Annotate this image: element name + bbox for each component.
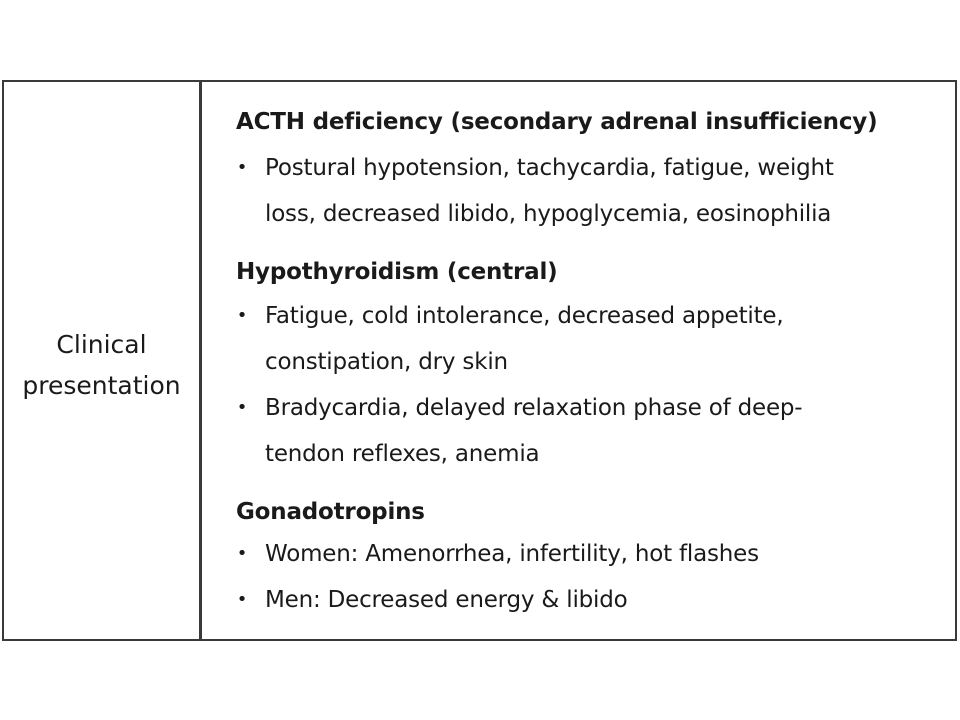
bullet-text-line: tendon reflexes, anemia	[265, 441, 540, 467]
section-acth-deficiency	[236, 106, 945, 237]
section-heading: Hypothyroidism (central)	[236, 259, 558, 285]
bullet-text-line: Fatigue, cold intolerance, decreased appetite,	[265, 303, 784, 329]
bullet-text-line: Men: Decreased energy & libido	[265, 587, 628, 613]
bullet-icon: •	[236, 157, 248, 178]
bullet-text-line: Postural hypotension, tachycardia, fatigue, weight	[265, 155, 834, 181]
bullet-icon: •	[236, 305, 248, 326]
bullet-list	[236, 531, 945, 623]
bullet-text-line: loss, decreased libido, hypoglycemia, eosinophilia	[265, 201, 832, 227]
bullet-text-line: constipation, dry skin	[265, 349, 508, 375]
section-hypothyroidism	[236, 256, 945, 477]
bullet-text-line: Bradycardia, delayed relaxation phase of deep-	[265, 395, 803, 421]
content-cell	[202, 82, 955, 639]
list-item	[236, 145, 945, 237]
bullet-icon: •	[236, 397, 248, 418]
section-heading: ACTH deficiency (secondary adrenal insufficiency)	[236, 109, 878, 135]
clinical-table	[2, 80, 957, 641]
row-label-cell	[4, 82, 202, 639]
bullet-list	[236, 145, 945, 237]
bullet-icon: •	[236, 589, 248, 610]
list-item	[236, 293, 945, 385]
list-item	[236, 531, 945, 577]
row-label: Clinical presentation	[22, 329, 181, 400]
list-item	[236, 385, 945, 477]
section-gonadotropins	[236, 496, 945, 623]
bullet-icon: •	[236, 543, 248, 564]
bullet-list	[236, 293, 945, 477]
bullet-text-line: Women: Amenorrhea, infertility, hot flashes	[265, 541, 759, 567]
list-item	[236, 577, 945, 623]
section-heading: Gonadotropins	[236, 499, 425, 525]
